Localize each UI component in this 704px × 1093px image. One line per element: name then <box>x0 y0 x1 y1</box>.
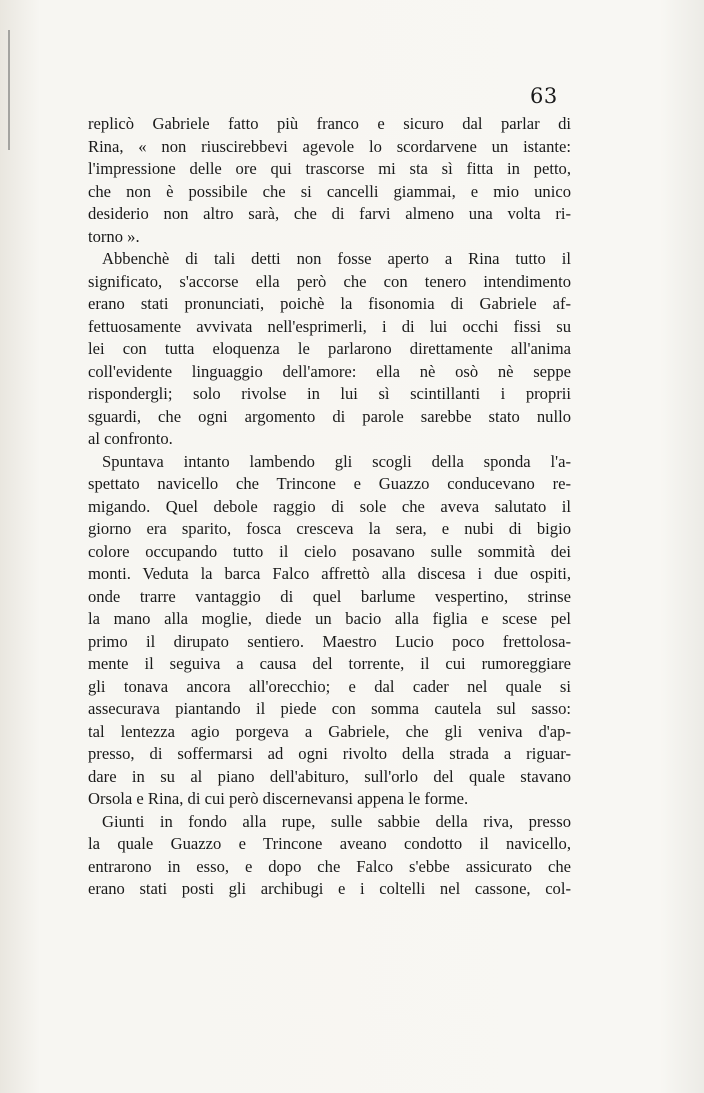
text-line: Spuntava intanto lambendo gli scogli della sponda l'a- <box>102 451 571 471</box>
text-line: erano stati posti gli archibugi e i coltelli nel cassone, col- <box>88 879 571 898</box>
text-line: la quale Guazzo e Trincone aveano condotto il navicello, <box>88 834 571 853</box>
page-number: 63 <box>530 84 558 108</box>
text-line: monti. Veduta la barca Falco affrettò alla discesa i due ospiti, <box>88 564 571 583</box>
text-line: Abbenchè di tali detti non fosse aperto a Rina tutto il <box>102 249 571 268</box>
text-line: giorno era sparito, fosca cresceva la sera, e nubi di bigio <box>88 519 571 538</box>
text-line: l'impressione delle ore qui trascorse mi sta sì fitta in petto, <box>88 159 571 178</box>
text-line: onde trarre vantaggio di quel barlume vespertino, strinse <box>88 586 571 606</box>
text-line: entrarono in esso, e dopo che Falco s'ebbe assicurato che <box>88 856 571 876</box>
text-line: al confronto. <box>88 429 173 448</box>
text-line: rispondergli; solo rivolse in lui sì scintillanti i proprii <box>88 384 571 403</box>
text-line: primo il dirupato sentiero. Maestro Lucio poco frettolosa- <box>88 631 571 651</box>
text-line: che non è possibile che si cancelli giammai, e mio unico <box>88 181 571 201</box>
text-line: Rina, « non riuscirebbevi agevole lo scordarvene un istante: <box>88 136 571 156</box>
text-line: fettuosamente avvivata nell'esprimerli, i di lui occhi fissi su <box>88 316 571 336</box>
text-line: coll'evidente linguaggio dell'amore: ella nè osò nè seppe <box>88 361 571 381</box>
text-line: colore occupando tutto il cielo posavano sulle sommità dei <box>88 541 571 561</box>
text-line: desiderio non altro sarà, che di farvi almeno una volta ri- <box>88 204 571 223</box>
text-line: dare in su al piano dell'abituro, sull'orlo del quale stavano <box>88 766 571 786</box>
page-edge-shadow <box>8 30 10 150</box>
text-line: significato, s'accorse ella però che con tenero intendimento <box>88 271 571 291</box>
text-line: sguardi, che ogni argomento di parole sarebbe stato nullo <box>88 406 571 426</box>
text-line: erano stati pronunciati, poichè la fisonomia di Gabriele af- <box>88 294 571 313</box>
text-line: gli tonava ancora all'orecchio; e dal cader nel quale si <box>88 676 571 696</box>
text-line: migando. Quel debole raggio di sole che aveva salutato il <box>88 496 571 516</box>
text-line: Giunti in fondo alla rupe, sulle sabbie della riva, presso <box>102 811 571 831</box>
text-line: spettato navicello che Trincone e Guazzo conducevano re- <box>88 474 571 493</box>
text-line: lei con tutta eloquenza le parlarono direttamente all'anima <box>88 339 571 358</box>
text-line: Orsola e Rina, di cui però discernevansi appena le forme. <box>88 789 469 808</box>
text-line: torno ». <box>88 226 140 246</box>
text-line: mente il seguiva a causa del torrente, il cui rumoreggiare <box>88 654 571 673</box>
text-line: presso, di soffermarsi ad ogni rivolto della strada a riguar- <box>88 744 571 763</box>
text-line: la mano alla moglie, diede un bacio alla figlia e scese pel <box>88 609 571 628</box>
body-text <box>88 113 571 901</box>
text-line: tal lentezza agio porgeva a Gabriele, che gli veniva d'ap- <box>88 721 571 741</box>
text-line: replicò Gabriele fatto più franco e sicuro dal parlar di <box>88 114 571 133</box>
text-line: assecurava piantando il piede con somma cautela sul sasso: <box>88 699 571 718</box>
